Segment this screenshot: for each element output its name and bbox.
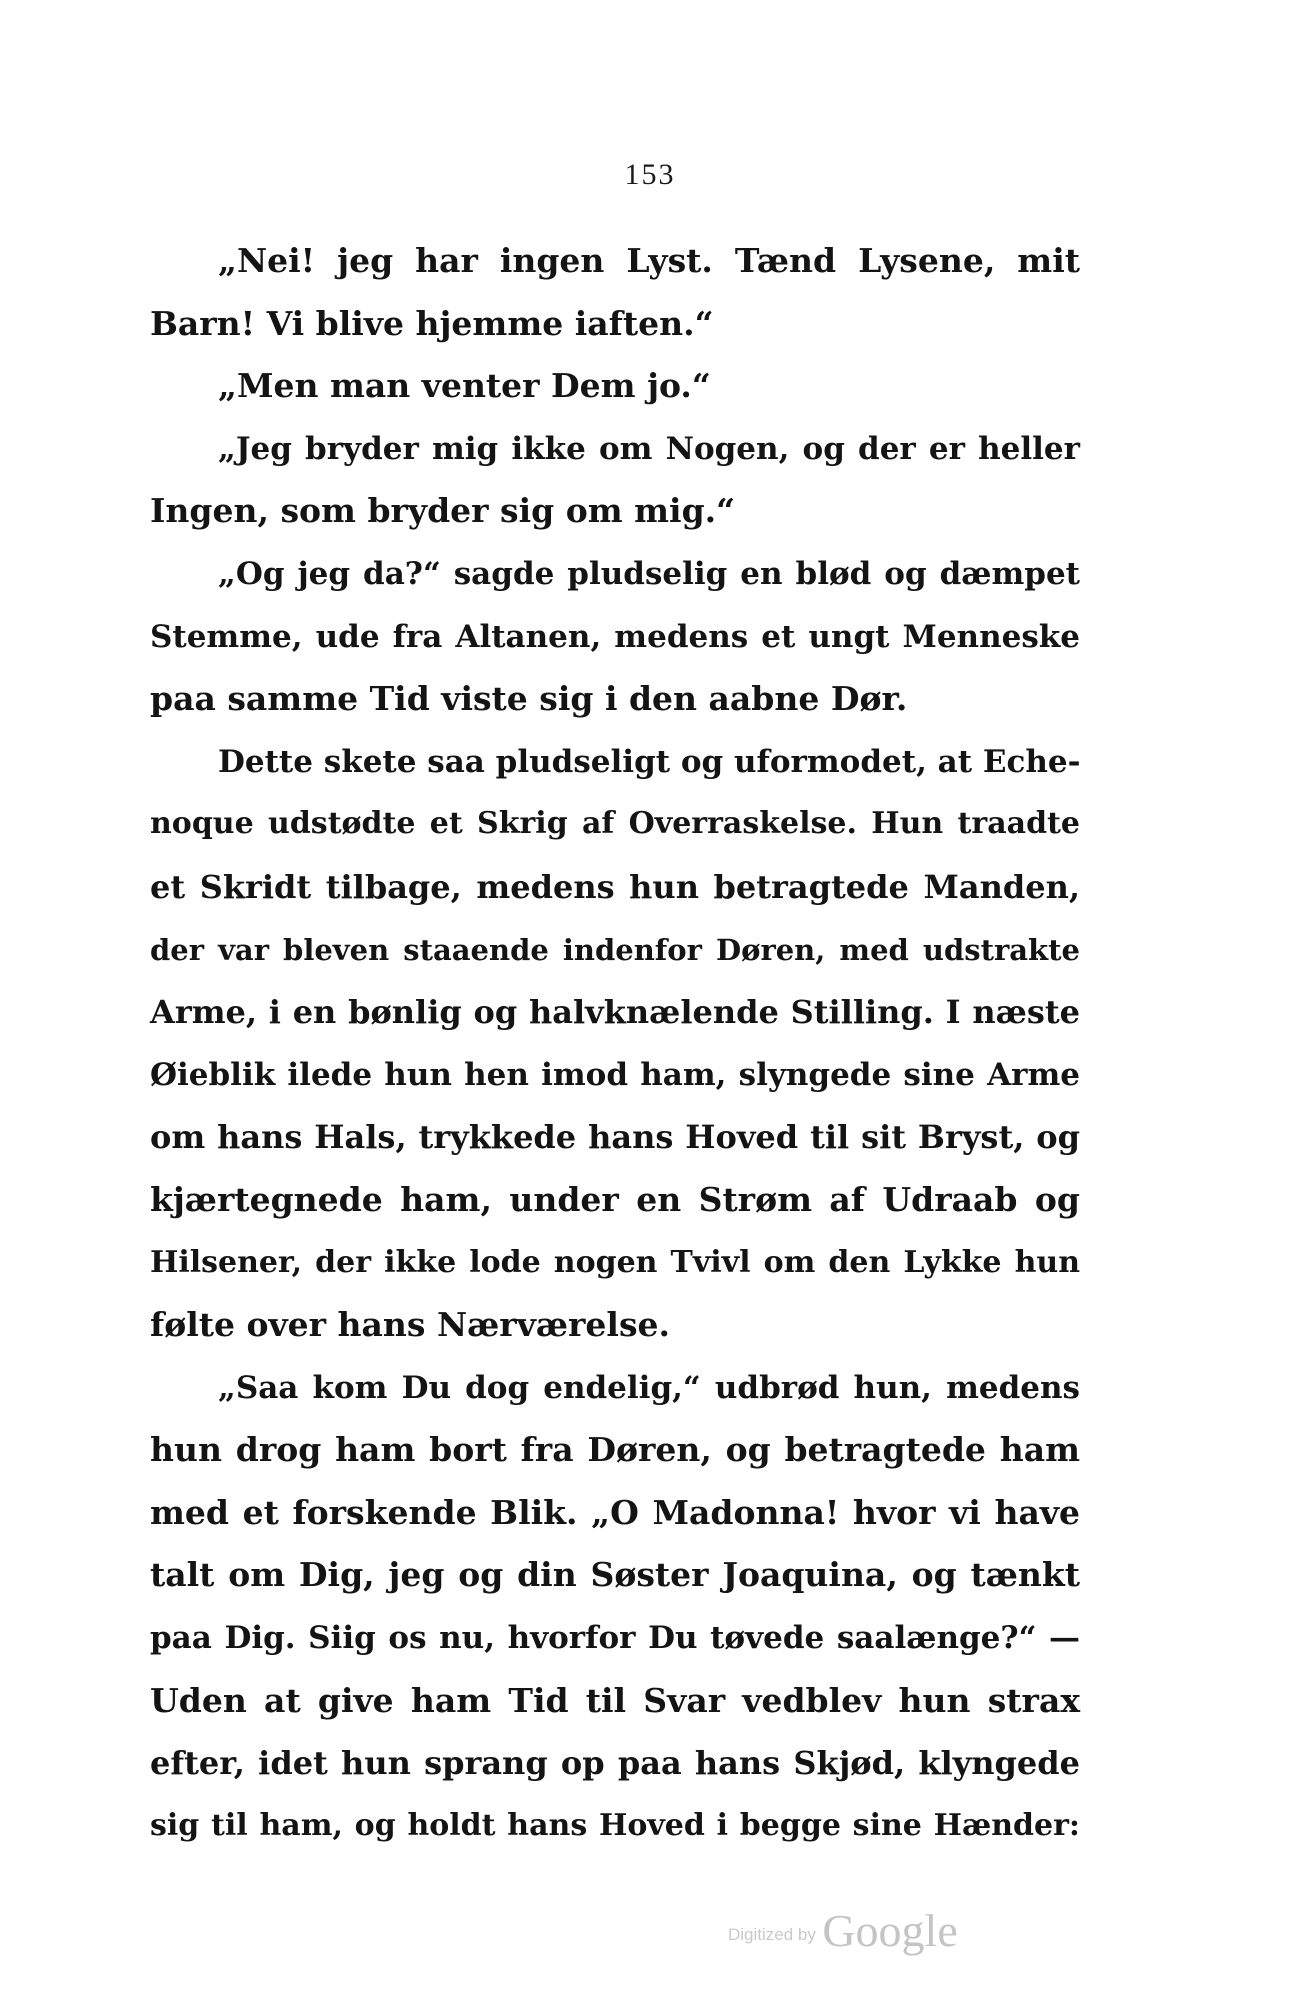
watermark-prefix: Digitized by <box>728 1925 816 1944</box>
text-line: Stemme, ude fra Altanen, medens et ungt Menneske <box>150 618 1080 655</box>
text-line: med et forskende Blik. „O Madonna! hvor vi have <box>150 1492 1080 1532</box>
digitized-by-google-watermark <box>728 1904 958 1957</box>
text-line: om hans Hals, trykkede hans Hoved til sit Bryst, og <box>150 1118 1080 1157</box>
text-line: Hilsener, der ikke lode nogen Tvivl om den Lykke hun <box>150 1244 1080 1280</box>
text-line: Arme, i en bønlig og halvknælende Stilling. I næste <box>150 993 1080 1032</box>
text-line: der var bleven staaende indenfor Døren, med udstrakte <box>150 932 1080 967</box>
text-line: Øieblik ilede hun hen imod ham, slyngede sine Arme <box>150 1056 1080 1093</box>
text-line: hun drog ham bort fra Døren, og betragtede ham <box>150 1430 1080 1470</box>
text-line: „Og jeg da?“ sagde pludselig en blød og dæmpet <box>218 555 1080 592</box>
text-line: paa samme Tid viste sig i den aabne Dør. <box>150 679 908 719</box>
text-line: paa Dig. Siig os nu, hvorfor Du tøvede saalænge?“ — <box>150 1620 1080 1657</box>
text-line: sig til ham, og holdt hans Hoved i begge sine Hænder: <box>150 1807 1080 1843</box>
text-line: Uden at give ham Tid til Svar vedblev hun strax <box>150 1680 1080 1720</box>
text-line: kjærtegnede ham, under en Strøm af Udraab og <box>150 1179 1080 1219</box>
text-line: et Skridt tilbage, medens hun betragtede Manden, <box>150 867 1080 906</box>
body-text <box>150 230 1080 1857</box>
text-line: Barn! Vi blive hjemme iaften.“ <box>150 303 714 343</box>
text-line: Dette skete saa pludseligt og uformodet, at Eche- <box>218 743 1081 780</box>
text-line: talt om Dig, jeg og din Søster Joaquina, og tænkt <box>150 1555 1080 1595</box>
watermark-brand: Google <box>822 1905 958 1956</box>
text-line: „Saa kom Du dog endelig,“ udbrød hun, medens <box>218 1369 1080 1406</box>
text-line: følte over hans Nærværelse. <box>150 1305 671 1345</box>
text-line: noque udstødte et Skrig af Overraskelse. Hun traadte <box>150 806 1080 842</box>
text-line: Ingen, som bryder sig om mig.“ <box>150 491 736 531</box>
page-number: 153 <box>624 158 676 191</box>
text-line: „Jeg bryder mig ikke om Nogen, og der er heller <box>218 430 1080 467</box>
text-line: „Men man venter Dem jo.“ <box>218 366 711 406</box>
text-line: „Nei! jeg har ingen Lyst. Tænd Lysene, mit <box>218 241 1080 280</box>
text-line: efter, idet hun sprang op paa hans Skjød, klyngede <box>150 1744 1080 1783</box>
